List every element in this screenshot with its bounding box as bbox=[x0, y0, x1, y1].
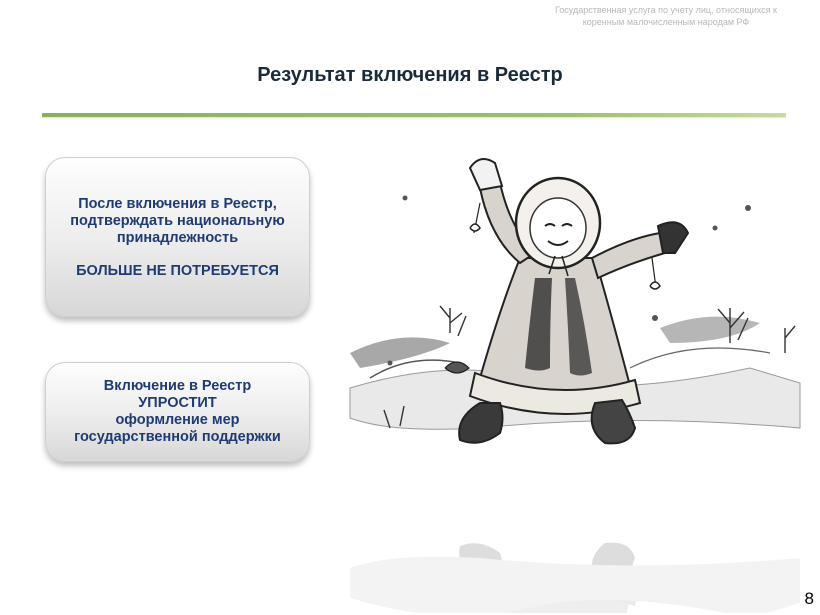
illustration-reflection bbox=[330, 493, 810, 613]
header-note-line-1: Государственная услуга по учету лиц, относящихся к bbox=[555, 5, 777, 15]
box2-line-3: оформление мер bbox=[115, 412, 240, 428]
page-number: 8 bbox=[804, 589, 814, 608]
box1-line-3: принадлежность bbox=[116, 229, 239, 246]
box1-line-2: подтверждать национальную bbox=[70, 212, 285, 229]
header-note-line-2: коренным малочисленным народам РФ bbox=[582, 17, 750, 27]
box1-line-1: После включения в Реестр, bbox=[78, 195, 277, 212]
box2-line-1: Включение в Реестр bbox=[103, 378, 252, 394]
info-box-registry-simplifies bbox=[45, 362, 310, 462]
title-divider-shadow bbox=[42, 117, 786, 119]
info-box-registry-confirmation bbox=[45, 157, 310, 317]
box2-line-2: УПРОСТИТ bbox=[138, 395, 217, 411]
child-in-fur-parka-illustration bbox=[330, 128, 810, 493]
header-note bbox=[520, 4, 812, 28]
box1-emphasis: БОЛЬШЕ НЕ ПОТРЕБУЕТСЯ bbox=[76, 262, 279, 279]
box2-line-4: государственной поддержки bbox=[74, 429, 281, 445]
slide-title: Результат включения в Реестр bbox=[257, 64, 563, 86]
